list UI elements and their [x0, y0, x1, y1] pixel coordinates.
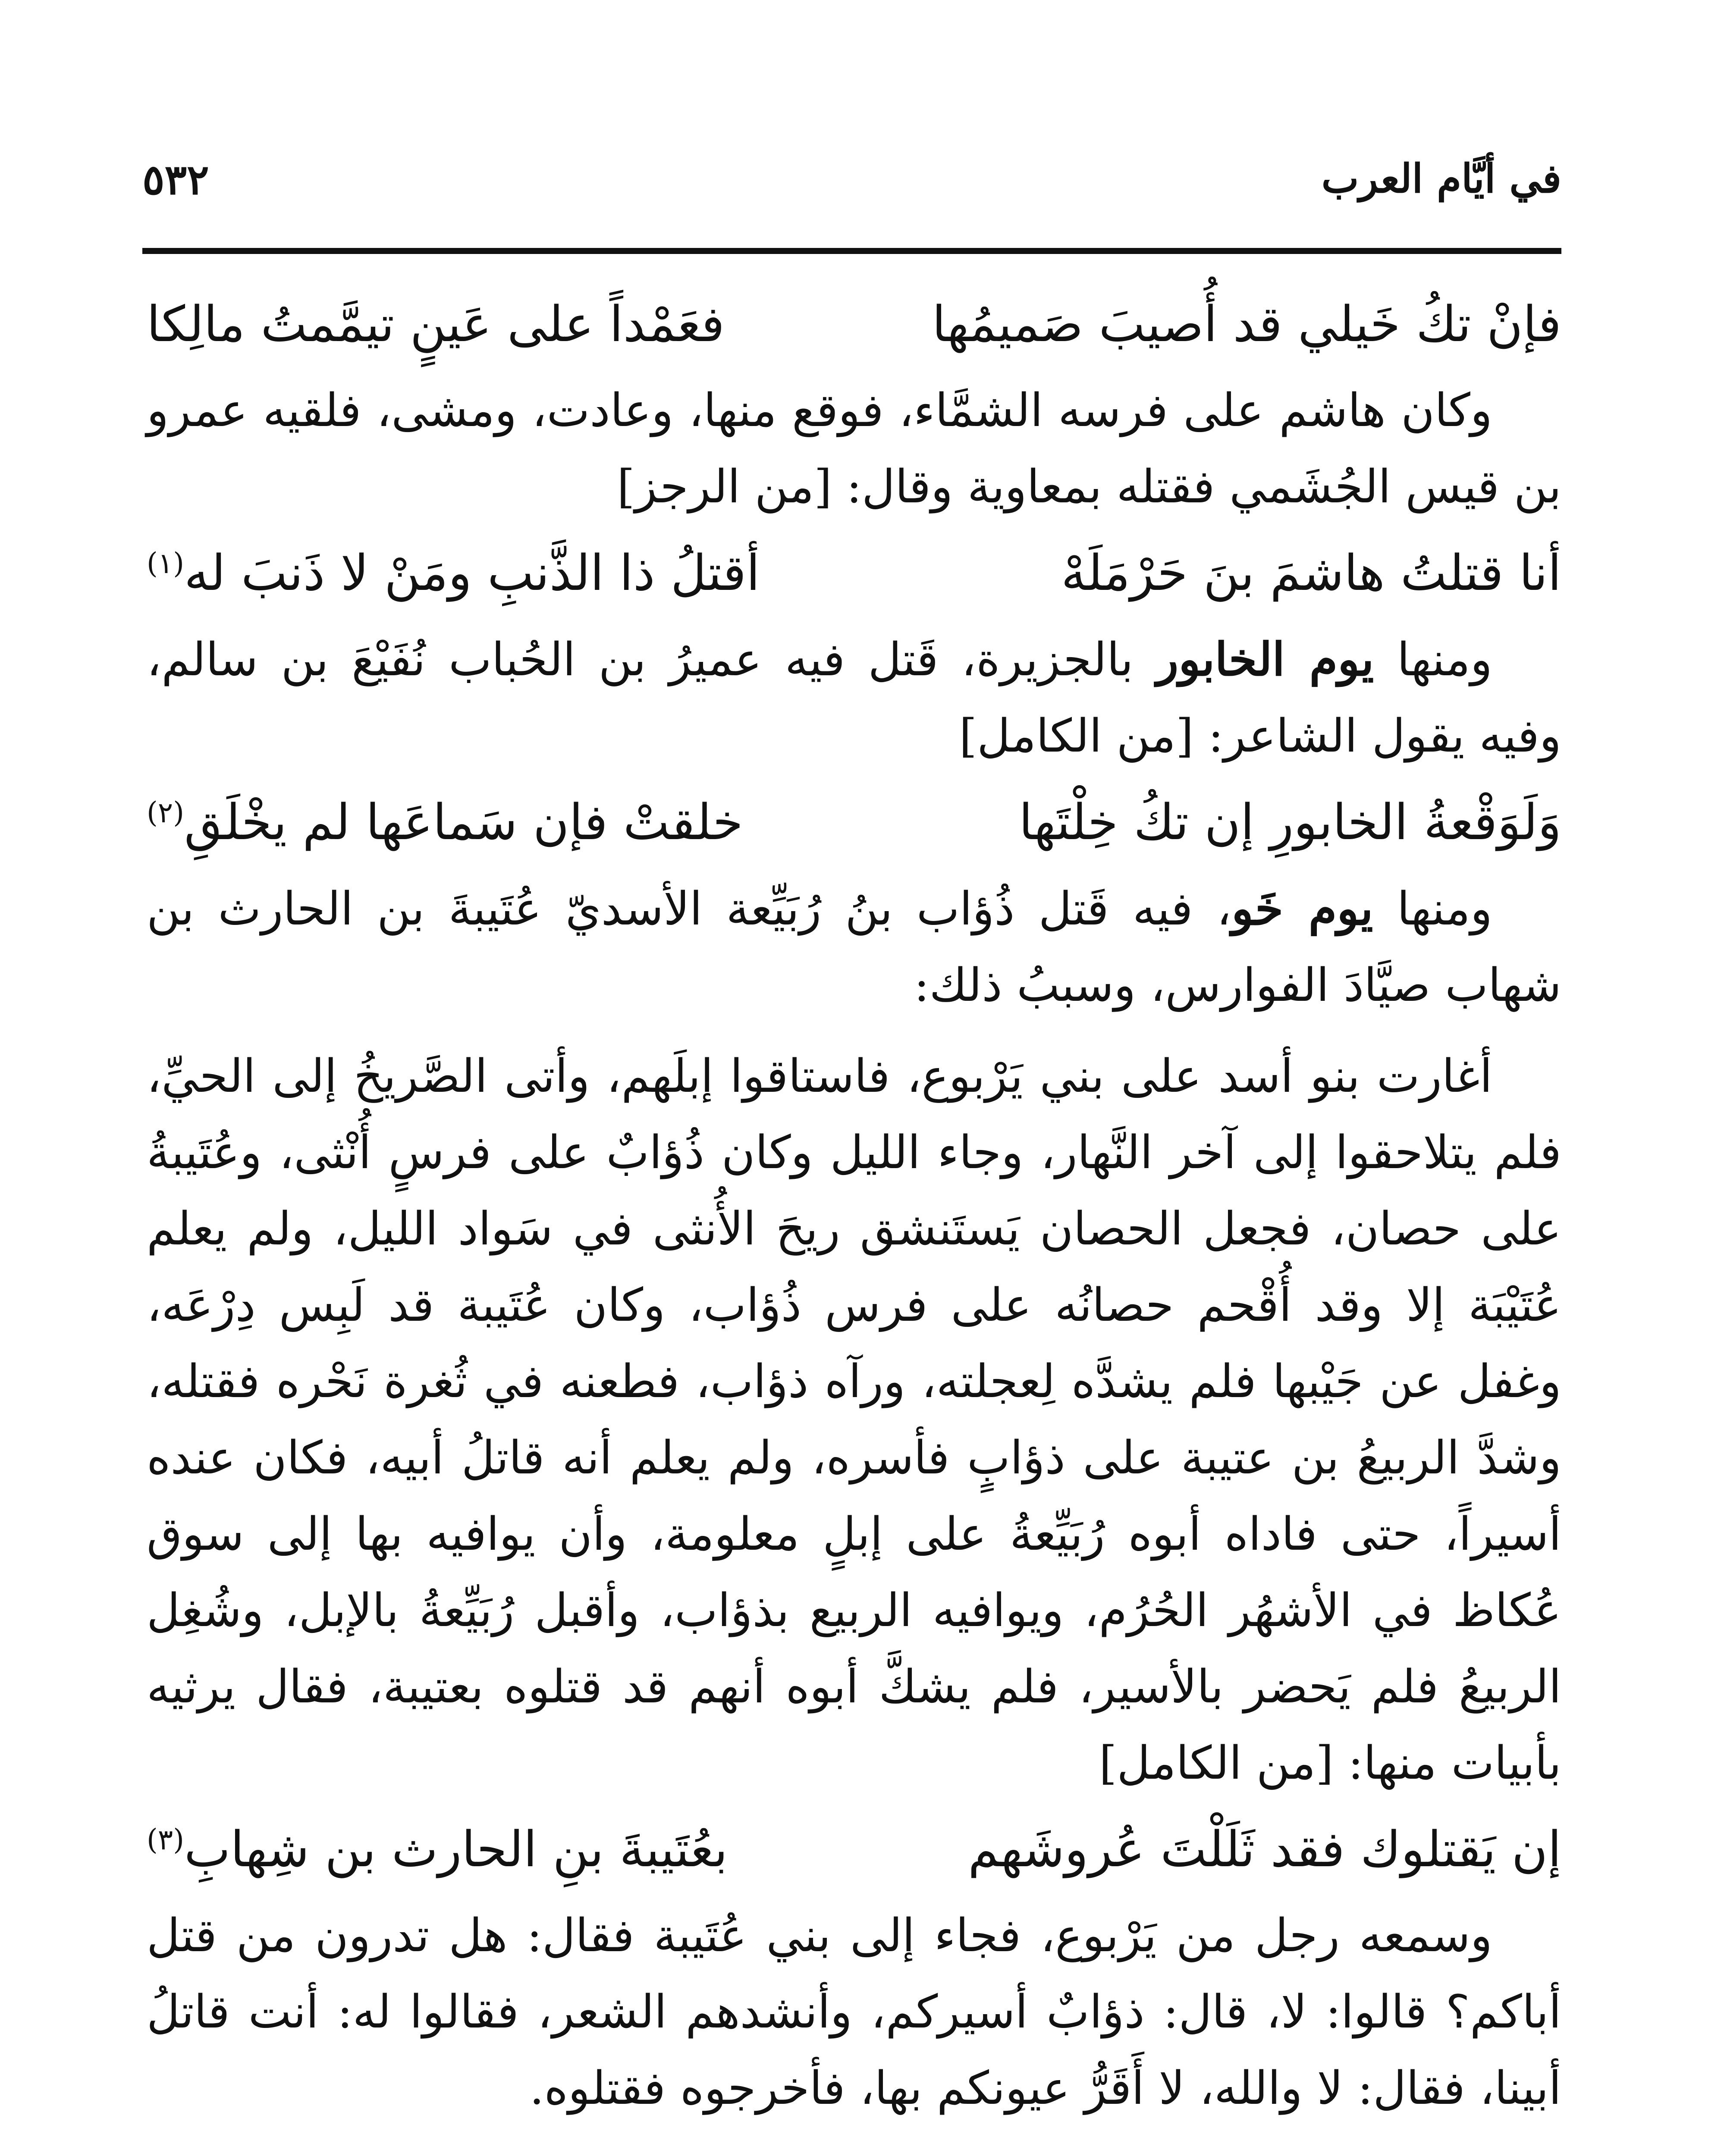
page-number: ٥٣٢	[142, 155, 209, 204]
verse-line	[147, 282, 1561, 366]
paragraph: ومنها يوم خَو، فيه قَتل ذُؤاب بنُ رُبَيِّعة الأسديّ عُتَيبةَ بن الحارث بن شهاب صيَّادَ الفوارس، وسببُ ذلك:	[147, 881, 1561, 1012]
header-rule	[142, 248, 1561, 254]
battle-name: يوم خَو	[1231, 881, 1373, 935]
meter-label: [من الكامل]	[959, 709, 1194, 762]
paragraph: وكان هاشم على فرسه الشمَّاء، فوقع منها، وعادت، ومشى، فلقيه عمرو بن قيس الجُشَمي فقتله بمعاوية وقال: [من الرجز]	[147, 384, 1561, 513]
verse-second-hemistich: فعَمْداً على عَينٍ تيمَّمتُ مالِكا	[147, 295, 725, 353]
verse-first-hemistich: وَلَوَقْعةُ الخابورِ إن تكُ خِلْتَها	[1019, 793, 1561, 851]
running-title: في أيَّام العرب	[1321, 155, 1561, 202]
running-head	[142, 155, 1561, 220]
main-text	[147, 276, 1561, 2126]
verse-second-hemistich: بعُتَيبةَ بنِ الحارث بن شِهابِ$^{(٣)}$	[147, 1821, 728, 1878]
paragraph: أغارت بنو أسد على بني يَرْبوع، فاستاقوا إبلَهم، وأتى الصَّريخُ إلى الحيِّ، فلم يتلاحقوا إلى آخر النَّهار، وجاء الليل وكان ذُؤابٌ على فرسٍ أُنْثى، وعُتَيبةُ على حصان، فجعل الحصان يَستَنشق ريحَ الأُنثى في سَواد الليل، ولم يعلم عُتَيْبَة إلا وقد أُقْحم حصانُه على فرس ذُؤاب، وكان عُتَيبة قد لَبِس دِرْعَه، وغفل عن جَيْبها فلم يشدَّه لِعجلته، ورآه ذؤاب، فطعنه في ثُغرة نَحْره فقتله، وشدَّ الربيعُ بن عتيبة على ذؤابٍ فأسره، ولم يعلم أنه قاتلُ أبيه، فكان عنده أسيراً، حتى فاداه أبوه رُبَيِّعةُ على إبلٍ معلومة، وأن يوافيه بها إلى سوق عُكاظ في الأشهُر الحُرُم، ويوافيه الربيع بذؤاب، وأقبل رُبَيِّعةُ بالإبل، وشُغِل الربيعُ فلم يَحضر بالأسير، فلم يشكَّ أبوه أنهم قد قتلوه بعتيبة، فقال يرثيه بأبيات منها: [من الكامل]	[147, 1050, 1561, 1789]
battle-name: يوم الخابور	[1156, 632, 1374, 686]
verse-second-hemistich: أقتلُ ذا الذَّنبِ ومَنْ لا ذَنبَ له$^{(١)}$	[147, 544, 760, 602]
verse-first-hemistich: فإنْ تكُ خَيلي قد أُصيبَ صَميمُها	[932, 295, 1561, 353]
paragraph: ومنها يوم الخابور بالجزيرة، قَتل فيه عميرُ بن الحُباب نُفَيْعَ بن سالم، وفيه يقول الشاعر: [من الكامل]	[147, 632, 1561, 762]
verse-line	[147, 531, 1561, 615]
footnote-marker: (٢)	[147, 796, 184, 829]
verse-first-hemistich: أنا قتلتُ هاشمَ بنَ حَرْمَلَهْ	[1061, 544, 1561, 602]
meter-label: [من الكامل]	[1099, 1736, 1334, 1789]
verse-line	[147, 1807, 1561, 1891]
footnote-marker: (٣)	[147, 1823, 184, 1856]
verse-line	[147, 780, 1561, 864]
paragraph: وسمعه رجل من يَرْبوع، فجاء إلى بني عُتَيبة فقال: هل تدرون من قتل أباكم؟ قالوا: لا، قال: ذؤابٌ أسيركم، وأنشدهم الشعر، فقالوا له: أنت قاتلُ أبينا، فقال: لا والله، لا أَقَرُّ عيونكم بها، فأخرجوه فقتلوه.	[147, 1909, 1561, 2115]
verse-second-hemistich: خلقتْ فإن سَماعَها لم يخْلَقِ$^{(٢)}$	[147, 793, 743, 851]
meter-label: [من الرجز]	[617, 460, 832, 513]
verse-first-hemistich: إن يَقتلوك فقد ثَلَلْتَ عُروشَهم	[968, 1821, 1561, 1878]
footnote-marker: (١)	[147, 547, 184, 580]
